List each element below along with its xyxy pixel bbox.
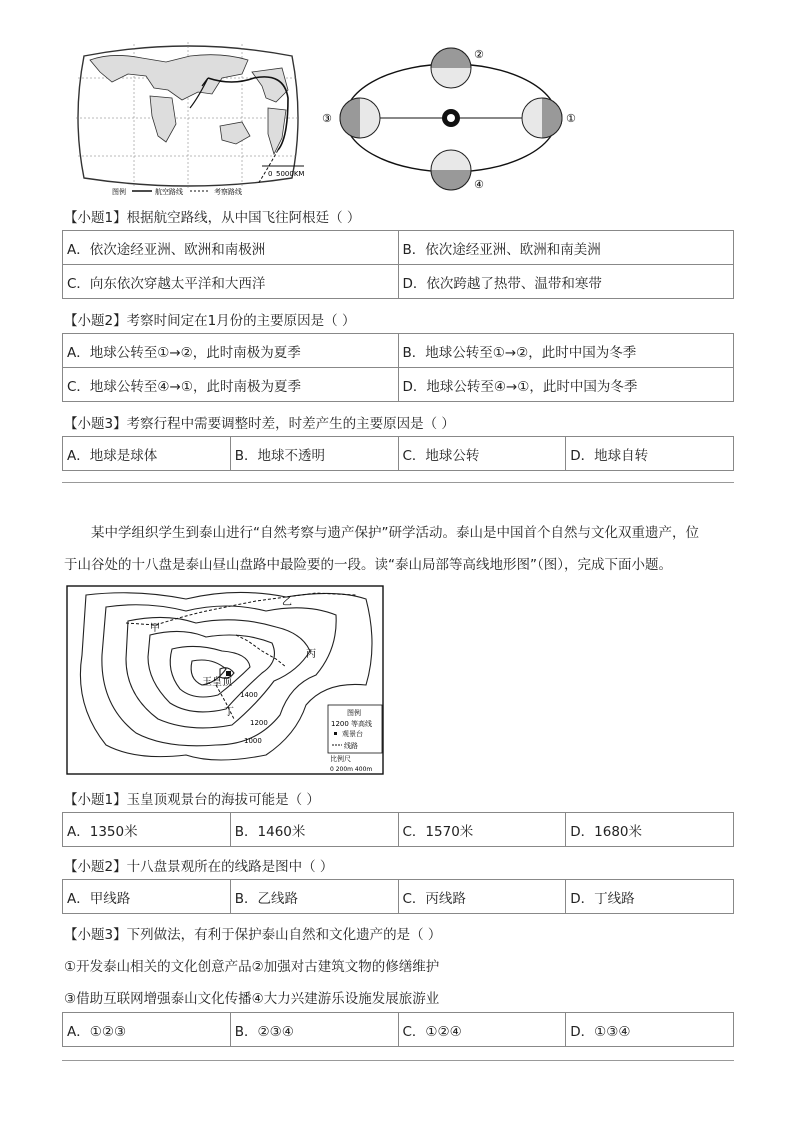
statement-line-1: ①开发泰山相关的文化创意产品②加强对古建筑文物的修缮维护 [64,959,440,975]
label-peak: 玉皇顶 [202,677,232,688]
option-b[interactable]: B．乙线路 [230,880,398,914]
option-c[interactable]: C．1570米 [398,813,566,847]
contour-1200: 1200 [250,719,268,727]
map-legend-air: 航空路线 [155,188,183,196]
passage-line-2: 于山谷处的十八盘是泰山昼山盘路中最险要的一段。读“泰山局部等高线地形图”（图），完成下面小题。 [64,557,672,573]
q2-3-options [62,1012,734,1047]
option-d[interactable]: D．依次跨越了热带、温带和寒带 [398,265,734,299]
option-c[interactable]: C．丙线路 [398,880,566,914]
option-b[interactable]: B．地球公转至①→②，此时中国为冬季 [398,334,734,368]
question-3-stem: 【小题3】考察行程中需要调整时差，时差产生的主要原因是（ ） [64,416,455,432]
q2-1-options [62,812,734,847]
option-b[interactable]: B．②③④ [230,1013,398,1047]
q2-1-stem: 【小题1】玉皇顶观景台的海拔可能是（ ） [64,792,320,808]
question-2-stem: 【小题2】考察时间定在1月份的主要原因是（ ） [64,313,356,329]
legend-contour: 1200 等高线 [331,720,373,728]
question-2-options [62,333,734,402]
scale-title: 比例尺 [330,755,351,763]
label-bing: 丙 [306,649,316,660]
q2-2-options [62,879,734,914]
orbit-label-2: ② [474,48,484,61]
option-d[interactable]: D．丁线路 [566,880,734,914]
option-a[interactable]: A．依次途经亚洲、欧洲和南极洲 [63,231,399,265]
divider [62,482,734,483]
contour-1000: 1000 [244,737,262,745]
orbit-label-1: ① [566,112,576,125]
passage [64,517,736,581]
option-b[interactable]: B．1460米 [230,813,398,847]
option-a[interactable]: A．地球公转至①→②，此时南极为夏季 [63,334,399,368]
orbit-label-3: ③ [322,112,332,125]
label-jia: 甲 [150,623,160,634]
map-scale-label: 5000KM [276,170,304,178]
map-scale-zero: 0 [268,170,273,178]
world-route-map [72,38,304,198]
earth-orbit-diagram [320,38,582,198]
map-legend-survey: 考察路线 [214,188,242,196]
option-d[interactable]: D．1680米 [566,813,734,847]
option-d[interactable]: D．地球自转 [566,437,734,471]
label-yi: 乙 [282,597,292,608]
contour-map [66,585,384,775]
passage-line-1: 某中学组织学生到泰山进行“自然考察与遗产保护”研学活动。泰山是中国首个自然与文化双重遗产，位 [91,525,699,541]
divider [62,1060,734,1061]
orbit-label-4: ④ [474,178,484,191]
contour-1400: 1400 [240,691,258,699]
option-a[interactable]: A．1350米 [63,813,231,847]
statement-line-2: ③借助互联网增强泰山文化传播④大力兴建游乐设施发展旅游业 [64,991,440,1007]
option-d[interactable]: D．①③④ [566,1013,734,1047]
legend-title: 图例 [347,709,361,717]
option-a[interactable]: A．地球是球体 [63,437,231,471]
label-ding: 丁 [224,707,234,718]
option-d[interactable]: D．地球公转至④→①，此时中国为冬季 [398,368,734,402]
legend-obs: 观景台 [342,730,363,738]
option-c[interactable]: C．地球公转 [398,437,566,471]
option-b[interactable]: B．地球不透明 [230,437,398,471]
option-b[interactable]: B．依次途经亚洲、欧洲和南美洲 [398,231,734,265]
question-1-stem: 【小题1】根据航空路线，从中国飞往阿根廷（ ） [64,210,361,226]
map-legend-title: 图例 [112,188,126,196]
scale-values: 0 200m 400m [330,766,373,773]
option-c[interactable]: C．①②④ [398,1013,566,1047]
option-a[interactable]: A．①②③ [63,1013,231,1047]
option-c[interactable]: C．地球公转至④→①，此时南极为夏季 [63,368,399,402]
q2-3-stem: 【小题3】下列做法，有利于保护泰山自然和文化遗产的是（ ） [64,927,442,943]
q2-2-stem: 【小题2】十八盘景观所在的线路是图中（ ） [64,859,334,875]
question-1-options [62,230,734,299]
question-3-options [62,436,734,471]
legend-route: 线路 [344,742,358,750]
option-a[interactable]: A．甲线路 [63,880,231,914]
option-c[interactable]: C．向东依次穿越太平洋和大西洋 [63,265,399,299]
